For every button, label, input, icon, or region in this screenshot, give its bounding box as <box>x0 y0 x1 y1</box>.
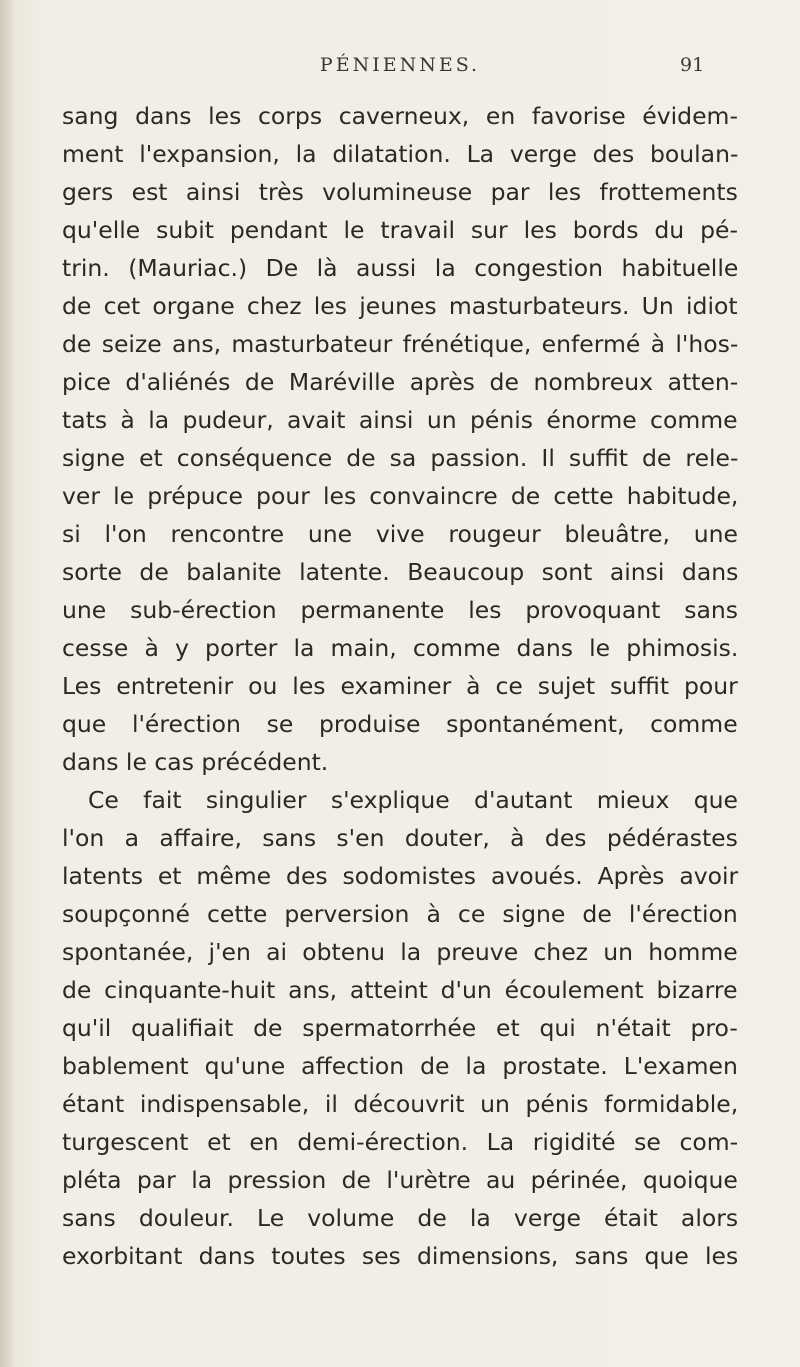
page-number: 91 <box>680 54 705 76</box>
text-line: pléta par la pression de l'urètre au périnée, quoique <box>62 1166 738 1194</box>
text-line: étant indispensable, il découvrit un pénis formidable, <box>62 1090 739 1118</box>
text-line: dans le cas précédent. <box>62 748 329 776</box>
text-line: tats à la pudeur, avait ainsi un pénis énorme comme <box>62 406 738 434</box>
header-title: PÉNIENNES. <box>319 54 481 76</box>
text-line: que l'érection se produise spontanément, comme <box>62 710 738 738</box>
text-line: l'on a affaire, sans s'en douter, à des pédérastes <box>62 824 738 852</box>
text-line: cesse à y porter la main, comme dans le phimosis. <box>62 634 739 662</box>
text-line: signe et conséquence de sa passion. Il suffit de rele- <box>62 444 739 472</box>
text-line: qu'elle subit pendant le travail sur les bords du pé- <box>62 216 738 244</box>
text-line: ver le prépuce pour les convaincre de cette habitude, <box>62 482 739 510</box>
text-line: qu'il qualifiait de spermatorrhée et qui n'était pro- <box>62 1014 738 1042</box>
text-line: bablement qu'une affection de la prostate. L'examen <box>62 1052 738 1080</box>
text-line: trin. (Mauriac.) De là aussi la congestion habituelle <box>62 254 739 282</box>
text-line: Les entretenir ou les examiner à ce sujet suffit pour <box>62 672 738 700</box>
paragraph-indent-line: Ce fait singulier s'explique d'autant mieux que <box>88 786 738 814</box>
text-line: sorte de balanite latente. Beaucoup sont ainsi dans <box>62 558 739 586</box>
text-line: latents et même des sodomistes avoués. Après avoir <box>62 862 739 890</box>
text-line: pice d'aliénés de Maréville après de nombreux atten- <box>62 368 739 396</box>
text-line: sang dans les corps caverneux, en favorise évidem- <box>62 102 738 130</box>
text-line: ment l'expansion, la dilatation. La verge des boulan- <box>62 140 739 168</box>
gutter-shadow <box>0 0 14 1367</box>
text-line: spontanée, j'en ai obtenu la preuve chez un homme <box>62 938 738 966</box>
text-line: si l'on rencontre une vive rougeur bleuâtre, une <box>62 520 738 548</box>
text-line: exorbitant dans toutes ses dimensions, sans que les <box>62 1242 739 1270</box>
text-line: de cinquante-huit ans, atteint d'un écoulement bizarre <box>62 976 738 1004</box>
text-line: de seize ans, masturbateur frénétique, enfermé à l'hos- <box>62 330 739 358</box>
running-head <box>0 50 800 80</box>
text-line: de cet organe chez les jeunes masturbateurs. Un idiot <box>62 292 738 320</box>
text-line: une sub-érection permanente les provoquant sans <box>62 596 739 624</box>
text-line: soupçonné cette perversion à ce signe de l'érection <box>62 900 738 928</box>
text-line: sans douleur. Le volume de la verge était alors <box>62 1204 739 1232</box>
text-line: gers est ainsi très volumineuse par les frottements <box>62 178 738 206</box>
text-line: turgescent et en demi-érection. La rigidité se com- <box>62 1128 739 1156</box>
